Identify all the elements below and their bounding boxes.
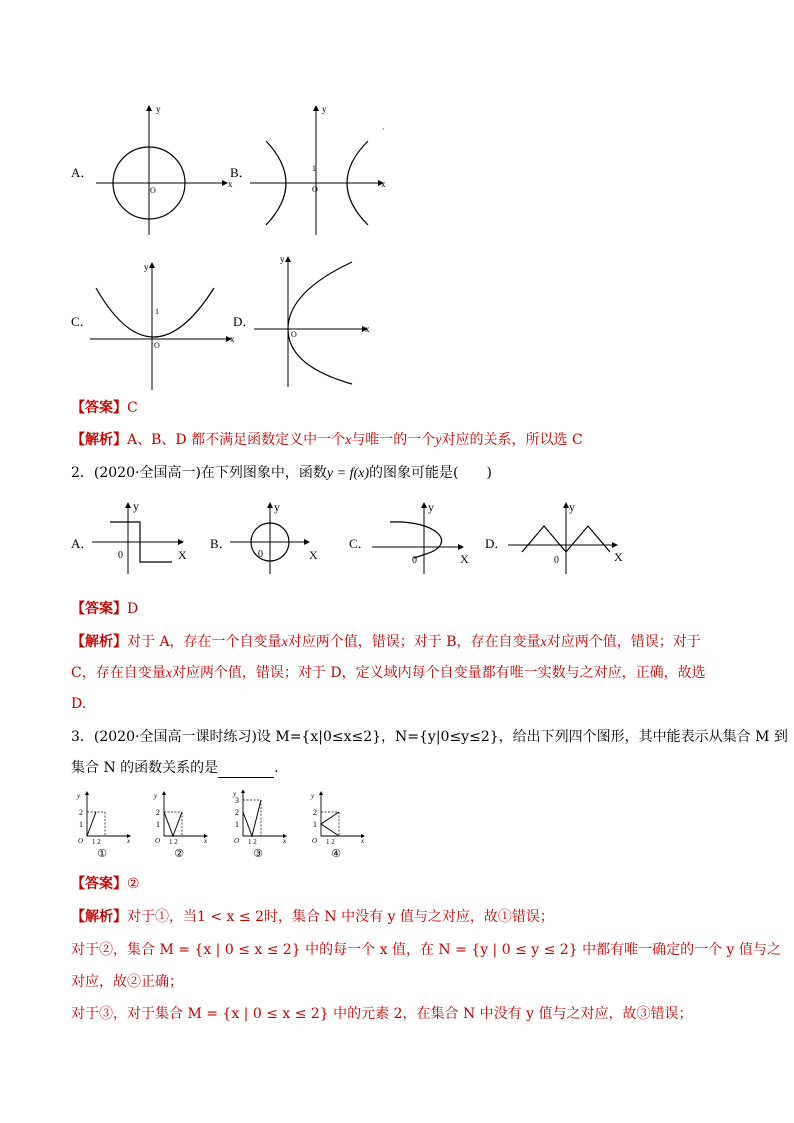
svg-text:1 2: 1 2: [169, 838, 178, 844]
q3-analysis-line2: 对于②，集合 M = {x | 0 ≤ x ≤ 2} 中的每一个 x 值，在 N = {y | 0 ≤ y ≤ 2} 中都有唯一确定的一个 y 值与之: [71, 942, 781, 958]
svg-text:x: x: [204, 837, 208, 844]
q1b-origin-label: O: [312, 185, 318, 194]
q3-stem-line2: 集合 N 的函数关系的是 .: [71, 760, 279, 776]
q1-option-a-label: A．: [71, 165, 94, 180]
answer-tag: 【答案】: [71, 400, 127, 416]
q2-option-b-label: B．: [210, 536, 232, 551]
svg-text:y: y: [77, 792, 81, 800]
svg-text:y: y: [233, 790, 237, 798]
q2-analysis-line3: D.: [71, 696, 87, 712]
analysis-tag: 【解析】: [71, 432, 127, 448]
svg-text:1 2: 1 2: [92, 838, 101, 844]
q1-option-b-label: B．: [230, 165, 252, 180]
svg-text:O: O: [155, 837, 161, 844]
svg-text:2: 2: [79, 808, 83, 817]
q1c-y-label: y: [144, 262, 149, 272]
answer-blank: [218, 763, 274, 778]
q1-graph-c: [90, 258, 240, 393]
svg-text:y: y: [311, 792, 315, 800]
q2-answer: [71, 599, 138, 619]
svg-text:x: x: [283, 837, 287, 844]
answer-tag: 【答案】: [71, 601, 127, 617]
q2d-y-label: y: [569, 500, 575, 514]
q2d-origin-label: 0: [554, 555, 559, 566]
q2b-x-label: X: [309, 548, 318, 562]
svg-text:x: x: [361, 837, 365, 844]
q2c-x-label: X: [460, 552, 469, 566]
q3-analysis-line3: 对应，故②正确；: [71, 974, 183, 990]
figure-3-caption: ③: [253, 847, 263, 860]
figure-2-caption: ②: [174, 847, 184, 860]
svg-text:3: 3: [235, 796, 239, 805]
q2-option-d-label: D．: [485, 536, 508, 551]
q1-graph-a: [96, 103, 236, 238]
svg-text:1: 1: [313, 820, 317, 829]
q3-figure-4: [309, 790, 369, 860]
answer-value: D: [127, 601, 139, 617]
q1c-one-label: 1: [155, 307, 159, 316]
q3-figure-1: [75, 790, 135, 860]
q1a-x-label: x: [228, 179, 233, 189]
svg-text:1: 1: [156, 820, 160, 829]
q2a-origin-label: 0: [118, 550, 123, 561]
answer-value: ②: [127, 876, 140, 892]
q2-graph-d: [508, 500, 628, 575]
svg-text:1: 1: [79, 820, 83, 829]
q1-graph-b: y x 1 O ·: [250, 103, 390, 238]
svg-text:2: 2: [313, 808, 317, 817]
q2d-x-label: X: [614, 550, 623, 564]
q2-graph-c: [372, 500, 477, 575]
q2a-x-label: X: [178, 548, 187, 562]
figure-4-caption: ④: [331, 847, 341, 860]
q2a-y-label: y: [133, 500, 139, 513]
q1b-y-label: y: [322, 104, 327, 114]
svg-text:O: O: [78, 837, 84, 844]
q2-analysis-line2: C，存在自变量x对应两个值，错误；对于 D，定义域内每个自变量都有唯一实数与之对应，正确，故选: [71, 665, 706, 681]
q1-analysis: 【解析】A、B、D 都不满足函数定义中一个x与唯一的一个y对应的关系，所以选 C: [71, 432, 583, 448]
q2b-origin-label: 0: [258, 549, 263, 560]
q3-figure-2: [152, 790, 212, 860]
q2-option-a-label: A．: [71, 536, 94, 551]
q1b-x-label: x: [381, 179, 386, 189]
q2-stem: 2．(2020·全国高一)在下列图象中，函数y = f(x)的图象可能是( ): [71, 465, 492, 481]
q2-analysis-line1: 【解析】对于 A，存在一个自变量x对应两个值，错误；对于 B，存在自变量x对应两个值，错误；对于: [71, 634, 701, 650]
svg-text:1 2: 1 2: [248, 838, 257, 844]
q3-analysis-line4: 对于③，对于集合 M = {x | 0 ≤ x ≤ 2} 中的元素 2，在集合 N 中没有 y 值与之对应，故③错误；: [71, 1006, 693, 1022]
svg-text:O: O: [312, 837, 318, 844]
svg-text:1: 1: [235, 820, 239, 829]
svg-text:2: 2: [156, 808, 160, 817]
q3-stem-line1: 3．(2020·全国高一课时练习)设 M={x|0≤x≤2}，N={y|0≤y≤2}，给出下列四个图形，其中能表示从集合 M 到: [71, 729, 788, 745]
q2b-y-label: y: [274, 500, 280, 514]
q2-graph-b: [230, 500, 330, 575]
q1d-y-label: y: [280, 254, 285, 264]
q1c-x-label: x: [230, 334, 235, 344]
q1-option-d-label: D．: [233, 314, 256, 329]
q1d-origin-label: O: [291, 330, 297, 339]
q1-answer: [71, 398, 138, 418]
svg-text:1 2: 1 2: [326, 838, 335, 844]
q1b-one-label: 1: [312, 164, 316, 173]
q1d-x-label: x: [365, 324, 370, 334]
q1c-origin-label: O: [154, 341, 160, 350]
svg-text:2: 2: [235, 808, 239, 817]
analysis-tag: 【解析】: [71, 634, 127, 650]
q2c-origin-label: 0: [412, 555, 417, 566]
q2c-y-label: y: [428, 500, 434, 514]
q2-graph-a: [92, 500, 197, 575]
q1-option-c-label: C．: [71, 314, 93, 329]
svg-text:O: O: [234, 837, 240, 844]
q3-answer: [71, 874, 140, 894]
svg-text:x: x: [127, 837, 131, 844]
q3-analysis-line1: 【解析】对于①，当1 < x ≤ 2时，集合 N 中没有 y 值与之对应，故①错误；: [71, 909, 554, 925]
q3-figure-3: [231, 790, 291, 860]
q1a-origin-label: O: [150, 186, 156, 195]
answer-value: C: [127, 400, 138, 416]
q1a-y-label: y: [156, 104, 161, 114]
q2-option-c-label: C．: [349, 536, 371, 551]
answer-tag: 【答案】: [71, 876, 127, 892]
q1-graph-d: [254, 252, 374, 390]
svg-text:y: y: [154, 792, 158, 800]
figure-1-caption: ①: [97, 847, 107, 860]
analysis-tag: 【解析】: [71, 909, 127, 925]
